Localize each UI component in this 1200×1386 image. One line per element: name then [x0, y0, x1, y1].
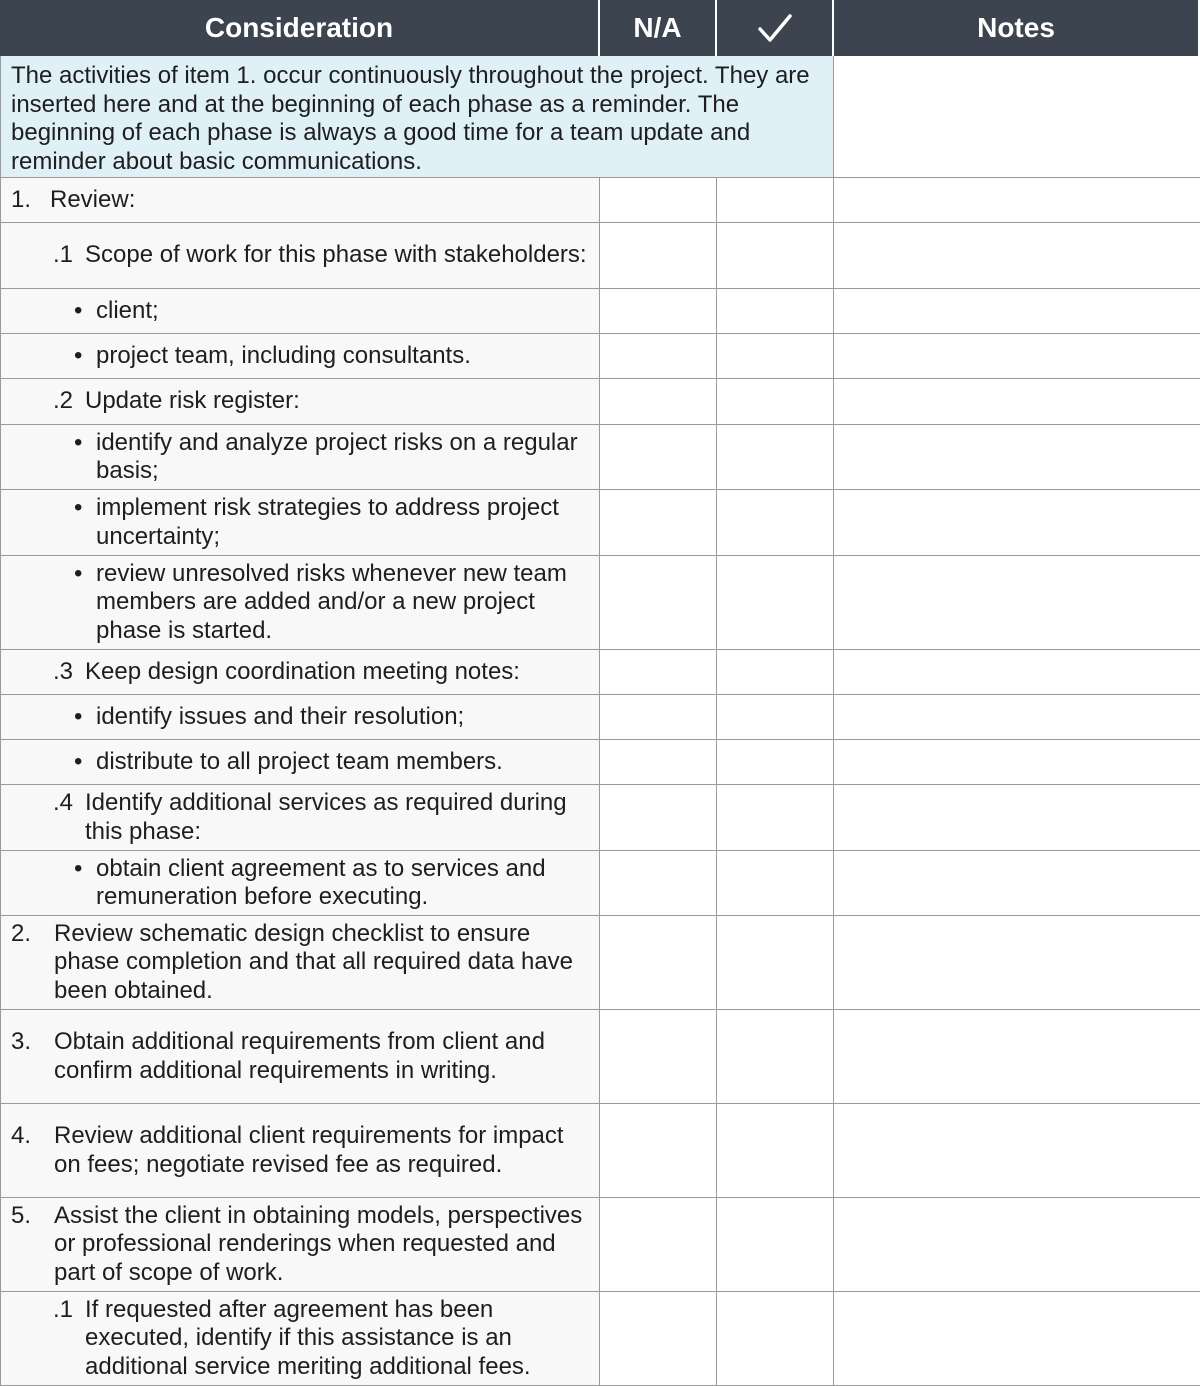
checklist-item	[11, 494, 591, 551]
notes-cell[interactable]	[834, 178, 1200, 223]
bullet-marker: •	[74, 747, 83, 775]
checklist-item	[11, 703, 464, 732]
notes-cell[interactable]	[834, 379, 1200, 425]
bullet-marker: •	[74, 854, 83, 882]
na-cell[interactable]	[600, 425, 717, 490]
item-text: review unresolved risks whenever new team members are added and/or a new project phase is started.	[96, 559, 567, 644]
checklist-item	[11, 1296, 591, 1382]
header-notes: Notes	[834, 0, 1200, 56]
consideration-cell	[0, 556, 600, 650]
notes-cell[interactable]	[834, 289, 1200, 334]
item-text: Scope of work for this phase with stakeholders:	[85, 241, 587, 269]
intro-notes-cell[interactable]	[834, 56, 1200, 178]
check-cell[interactable]	[717, 223, 834, 289]
consideration-cell	[0, 740, 600, 785]
item-text: identify and analyze project risks on a regular basis;	[96, 428, 578, 484]
item-number: 4.	[11, 1122, 32, 1149]
na-cell[interactable]	[600, 1292, 717, 1386]
consideration-cell	[0, 379, 600, 425]
check-cell[interactable]	[717, 178, 834, 223]
check-cell[interactable]	[717, 650, 834, 695]
na-cell[interactable]	[600, 223, 717, 289]
na-cell[interactable]	[600, 650, 717, 695]
item-number: 3.	[11, 1028, 32, 1055]
na-cell[interactable]	[600, 289, 717, 334]
checklist-item	[11, 789, 591, 846]
consideration-cell	[0, 916, 600, 1010]
bullet-marker: •	[74, 559, 83, 587]
notes-cell[interactable]	[834, 490, 1200, 556]
na-cell[interactable]	[600, 490, 717, 556]
check-cell[interactable]	[717, 740, 834, 785]
item-text: obtain client agreement as to services and remuneration before executing.	[96, 854, 546, 910]
na-cell[interactable]	[600, 379, 717, 425]
bullet-marker: •	[74, 341, 83, 369]
notes-cell[interactable]	[834, 851, 1200, 916]
checklist-item	[11, 297, 159, 326]
check-cell[interactable]	[717, 425, 834, 490]
notes-cell[interactable]	[834, 1010, 1200, 1104]
bullet-marker: •	[74, 428, 83, 456]
check-cell[interactable]	[717, 1010, 834, 1104]
item-number: .2	[53, 387, 74, 415]
na-cell[interactable]	[600, 785, 717, 851]
check-cell[interactable]	[717, 490, 834, 556]
na-cell[interactable]	[600, 334, 717, 379]
item-number: .1	[53, 241, 74, 269]
item-text: Keep design coordination meeting notes:	[85, 657, 520, 685]
consideration-cell	[0, 289, 600, 334]
check-cell[interactable]	[717, 916, 834, 1010]
consideration-cell	[0, 1104, 600, 1198]
consideration-cell	[0, 1292, 600, 1386]
item-text: identify issues and their resolution;	[96, 702, 465, 730]
na-cell[interactable]	[600, 178, 717, 223]
na-cell[interactable]	[600, 1010, 717, 1104]
item-text: Review schematic design checklist to ensure phase completion and that all required data have been obtained.	[54, 919, 574, 1004]
checklist-item	[11, 1202, 591, 1288]
na-cell[interactable]	[600, 1198, 717, 1292]
notes-cell[interactable]	[834, 1104, 1200, 1198]
consideration-cell	[0, 1198, 600, 1292]
checklist-item	[11, 748, 503, 777]
item-number: 2.	[11, 919, 32, 947]
item-text: Update risk register:	[85, 387, 300, 415]
consideration-cell	[0, 785, 600, 851]
consideration-cell	[0, 178, 600, 223]
na-cell[interactable]	[600, 916, 717, 1010]
check-cell[interactable]	[717, 379, 834, 425]
check-cell[interactable]	[717, 556, 834, 650]
checklist-item	[11, 1028, 591, 1085]
consideration-cell	[0, 223, 600, 289]
check-cell[interactable]	[717, 289, 834, 334]
intro-note: The activities of item 1. occur continuously throughout the project. They are inserted here and at the beginning of each phase as a reminder. The beginning of each phase is always a good time for a team update and reminder about basic communications.	[0, 56, 834, 178]
check-cell[interactable]	[717, 334, 834, 379]
item-text: project team, including consultants.	[96, 341, 471, 369]
notes-cell[interactable]	[834, 650, 1200, 695]
item-text: client;	[96, 296, 159, 324]
checklist-item	[11, 387, 300, 416]
item-number: .1	[53, 1295, 74, 1323]
na-cell[interactable]	[600, 740, 717, 785]
item-text: Identify additional services as required during this phase:	[85, 789, 567, 845]
check-cell[interactable]	[717, 1104, 834, 1198]
na-cell[interactable]	[600, 556, 717, 650]
consideration-cell	[0, 650, 600, 695]
checklist-item	[11, 658, 520, 687]
header-check	[717, 0, 834, 56]
notes-cell[interactable]	[834, 1198, 1200, 1292]
notes-cell[interactable]	[834, 556, 1200, 650]
header-consideration: Consideration	[0, 0, 600, 56]
checklist-item	[11, 920, 591, 1006]
na-cell[interactable]	[600, 695, 717, 740]
notes-cell[interactable]	[834, 425, 1200, 490]
header-na: N/A	[600, 0, 717, 56]
consideration-cell	[0, 1010, 600, 1104]
check-cell[interactable]	[717, 785, 834, 851]
checklist-item	[11, 429, 591, 486]
checklist-item	[11, 1122, 591, 1179]
bullet-marker: •	[74, 296, 83, 324]
notes-cell[interactable]	[834, 695, 1200, 740]
checklist-item	[11, 855, 591, 912]
notes-cell[interactable]	[834, 785, 1200, 851]
item-number: 1.	[11, 185, 32, 213]
check-cell[interactable]	[717, 695, 834, 740]
consideration-cell	[0, 851, 600, 916]
notes-cell[interactable]	[834, 740, 1200, 785]
notes-cell[interactable]	[834, 1292, 1200, 1386]
checklist-item	[11, 241, 587, 270]
item-text: Review:	[50, 185, 136, 213]
check-mark-icon	[757, 13, 793, 43]
check-cell[interactable]	[717, 1198, 834, 1292]
consideration-cell	[0, 695, 600, 740]
item-text: Assist the client in obtaining models, perspectives or professional renderings when requested and part of scope of work.	[54, 1201, 583, 1286]
bullet-marker: •	[74, 702, 83, 730]
checklist-item	[11, 342, 471, 371]
bullet-marker: •	[74, 494, 83, 521]
notes-cell[interactable]	[834, 916, 1200, 1010]
item-text: Obtain additional requirements from client and confirm additional requirements in writing.	[54, 1028, 545, 1084]
item-text: implement risk strategies to address project uncertainty;	[96, 494, 559, 550]
item-text: distribute to all project team members.	[96, 747, 503, 775]
consideration-cell	[0, 334, 600, 379]
item-number: 5.	[11, 1201, 32, 1229]
na-cell[interactable]	[600, 1104, 717, 1198]
consideration-cell	[0, 490, 600, 556]
item-number: .3	[53, 657, 74, 685]
checklist-item	[11, 186, 135, 215]
na-cell[interactable]	[600, 851, 717, 916]
checklist-item	[11, 560, 591, 646]
check-cell[interactable]	[717, 851, 834, 916]
notes-cell[interactable]	[834, 223, 1200, 289]
item-text: If requested after agreement has been executed, identify if this assistance is an additional service meriting additional fees.	[85, 1295, 531, 1380]
item-text: Review additional client requirements for impact on fees; negotiate revised fee as required.	[54, 1122, 564, 1178]
consideration-cell	[0, 425, 600, 490]
notes-cell[interactable]	[834, 334, 1200, 379]
item-number: .4	[53, 789, 74, 816]
check-cell[interactable]	[717, 1292, 834, 1386]
